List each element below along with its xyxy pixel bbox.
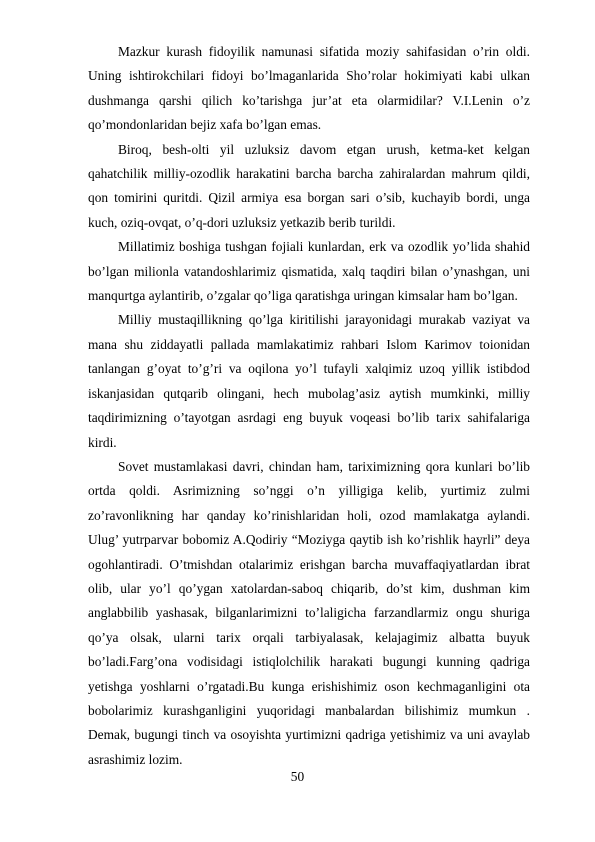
paragraph: Sovet mustamlakasi davri, chindan ham, tariximizning qora kunlari bo’lib ortda qoldi. Asrimizning so’nggi o’n yilligiga kelib, yurtimiz zulmi zo’ravonlikning har qanday ko’rinishlaridan holi, ozod mamlakatga aylandi. Ulug’ yutrparvar bobomiz A.Qodiriy “Moziyga qaytib ish ko’rishlik hayrli” deya ogohlantiradi. O’tmishdan otalarimiz erishgan barcha muvaffaqiyatlardan ibrat olib, ular yo’l qo’ygan xatolardan-saboq chiqarib, do’st kim, dushman kim anglabbilib yashasak, bilganlarimizni to’laligicha farzandlarmiz ongu shuriga qo’ya olsak, ularni tarix orqali tarbiyalasak, kelajagimiz albatta buyuk bo’ladi.Farg’ona vodisidagi istiqlolchilik harakati bugungi kunning qadriga yetishga yoshlarni o’rgatadi.Bu kunga erishishimiz oson kechmaganligini ota bobolarimiz kurashganligini yuqoridagi manbalardan bilishimiz mumkun . Demak, bugungi tinch va osoyishta yurtimizni qadriga yetishimiz va uni avaylab asrashimiz lozim. [88, 458, 530, 767]
page-number: 50 [290, 769, 305, 784]
paragraph: Milliy mustaqillikning qo’lga kiritilishi jarayonidagi murakab vaziyat va mana shu ziddayatli pallada mamlakatimiz rahbari Islom Karimov toionidan tanlangan g’oyat to’g’ri va oqilona yo’l tufayli xalqimiz uzoq yillik istibdod iskanjasidan qutqarib olingani, hech mubolag’asiz aytish mumkinki, milliy taqdirimizning o’tayotgan asrdagi eng buyuk voqeasi bo’lib tarix sahifalariga kirdi. [88, 312, 530, 450]
paragraph: Mazkur kurash fidoyilik namunasi sifatida moziy sahifasidan o’rin oldi. Uning ishtirokchilari fidoyi bo’lmaganlarida Sho’rolar hokimiyati kabi ulkan dushmanga qarshi qilich ko’tarishga jur’at eta olarmidilar? V.I.Lenin o’z qo’mondonlaridan bejiz xafa bo’lgan emas. [88, 44, 530, 133]
paragraph: Biroq, besh-olti yil uzluksiz davom etgan urush, ketma-ket kelgan qahatchilik milliy-ozodlik harakatini barcha barcha zahiralardan mahrum qildi, qon tomirini quritdi. Qizil armiya esa borgan sari o’sib, kuchayib bordi, unga kuch, oziq-ovqat, o’q-dori uzluksiz yetkazib berib turildi. [88, 141, 530, 230]
document-body [88, 40, 530, 772]
paragraph: Millatimiz boshiga tushgan fojiali kunlardan, erk va ozodlik yo’lida shahid bo’lgan milionla vatandoshlarimiz qismatida, xalq taqdiri bilan o’ynashgan, uni manqurtga aylantirib, o’zgalar qo’liga qaratishga uringan kimsalar ham bo’lgan. [88, 239, 530, 304]
